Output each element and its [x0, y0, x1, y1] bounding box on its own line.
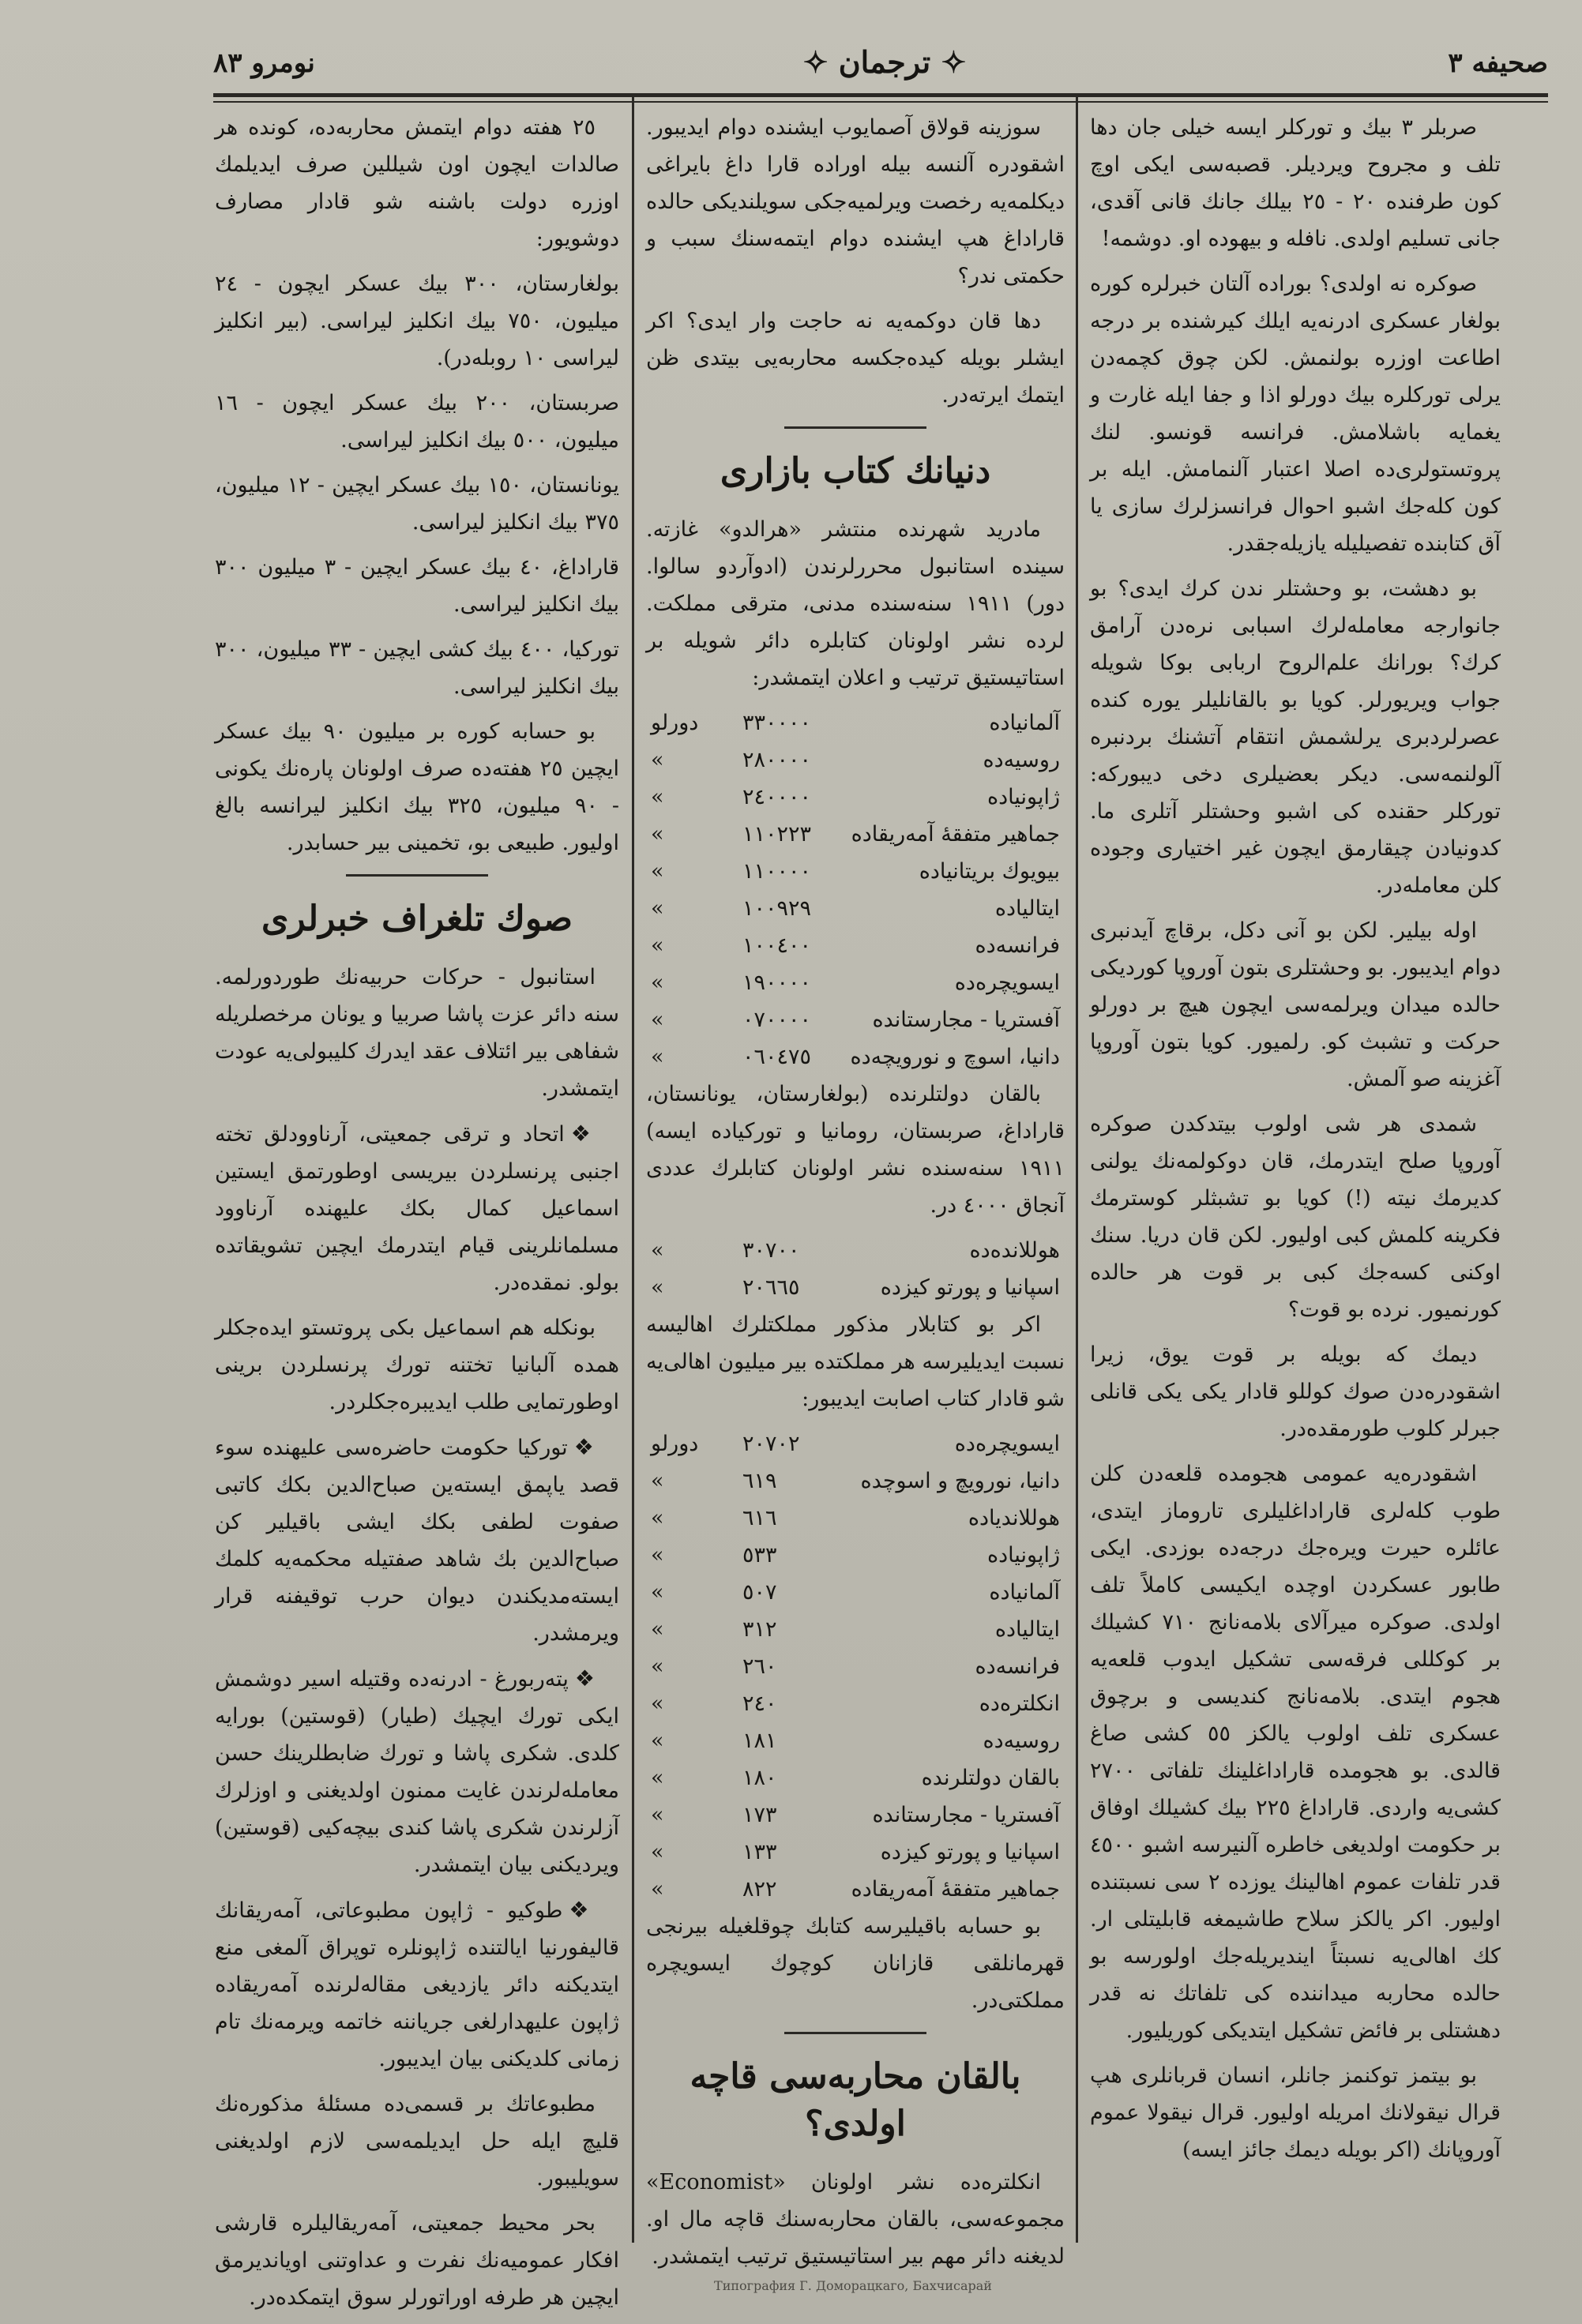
ornament-left-icon: ✧	[930, 44, 967, 80]
unit-cell: »	[651, 933, 664, 958]
table-row	[646, 1500, 1065, 1537]
heading-war-cost: بالقان محاربه‌سی قاچه اولدی؟	[690, 2056, 1021, 2144]
unit-cell: »	[651, 1238, 664, 1263]
table-row	[646, 816, 1065, 853]
unit-cell: »	[651, 822, 664, 847]
value-cell: ١٣٣	[742, 1840, 777, 1864]
news-text: طوکیو - ژاپون مطبوعاتی، آمه‌ریقانك قالیفورنیا ایالتنده ژاپونلره توپراق آلمغی منع ایتدیکنه دائر یازدیغی مقاله‌لرنده آمه‌ریقاده ژاپون علیهدارلغی جریاننه خاتمه ویرمه‌نك تام زمانی کلدیکنی بیان ایدیبور.	[215, 1898, 619, 2071]
masthead	[213, 41, 1548, 96]
paragraph: صوکره نه اولدی؟ بوراده آلتان خبرلره کوره بولغار عسکری ادرنه‌یه ایلك کیرشنده بر درجه اطاعت اوزره بولنمش. لکن چوق کچمه‌دن یرلی تورکلره بیك دورلو اذا و جفا ایله غارت و یغمایه باشلامش. فرانسه قونسو. لنك پروتستولری‌ده اصلا اعتبار آلنمامش. ایله بر کون کله‌جك اشبو احوال فرانسزلرك سازی یا آق کتابنده تفصیلیله یازیله‌جقدر.	[1090, 272, 1501, 556]
ornament-bullet-icon: ❖	[573, 1434, 596, 1460]
paragraph: اوله بیلیر. لکن بو آنی دکل، برقاچ آیدنبری دوام ایدیبور. بو وحشتلری بتون آوروپا کوردیکی حالده میدان ویرلمه‌سی ایچون هیچ بر دورلو حرکت و تشبث کو. رلمیور. کویا بتون آوروپا آغزینه صو آلمش.	[1090, 918, 1501, 1091]
unit-cell: »	[651, 896, 664, 921]
news-item	[215, 1660, 619, 1883]
table-row	[646, 1685, 1065, 1722]
paragraph: مادرید شهرنده منتشر «هرالدو» غازته. سینده استانبول محررلرندن (ادوآردو سالوا. دور) ١٩١١ سنه‌سنده مدنی، مترقی مملکت. لرده نشر اولونان کتابلره دائر شویله بر استاتیستیق ترتیب و اعلان ایتمشدر:	[646, 517, 1065, 690]
news-text: اتحاد و ترقی جمعیتی، آرناوودلق تخته اجنبی پرنسلردن بیریسی اوطورتمق ایستین اسماعیل کمال بکك علیهنده آرناوود مسلمانلرینی قیام ایتدرمك ایچین تشویقاتده بولو. نمقده‌در.	[215, 1122, 619, 1295]
value-cell: ٣٣٠٠٠٠	[742, 711, 812, 735]
heading-telegraph-news: صوك تلغراف خبرلری	[261, 899, 573, 939]
value-cell: ٢٠٧٠٢	[742, 1432, 800, 1456]
page-number: صحیفه ٣	[1448, 47, 1548, 79]
table-row	[646, 1269, 1065, 1306]
news-text: مطبوعاتك بر قسمی‌ده مسئلهٔ مذکوره‌نك قلیچ ایله حل ایدیلمه‌سی لازم اولدیغنی سویلیبور.	[215, 2092, 619, 2191]
country-cell: اسپانیا و پورتو کیزده	[880, 1275, 1060, 1300]
news-item	[215, 1115, 619, 1301]
table-row	[646, 1537, 1065, 1574]
country-cell: دانیا، اسوچ و نورویچه‌ده	[850, 1045, 1060, 1069]
table-row	[646, 1834, 1065, 1871]
paragraph: صربلر ٣ بیك و تورکلر ایسه خیلی جان دها تلف و مجروح ویردیلر. قصبه‌سی ایکی اوچ کون طرفنده ٢٠ - ٢٥ بیلك جانك قانی آقدی، جانی تسلیم اولدی. نافله و بیهوده او. دوشمه!	[1090, 115, 1501, 251]
cost-item: بولغارستان، ٣٠٠ بیك عسکر ایچون - ٢٤ میلیون، ٧٥٠ بیك انکلیز لیراسی. (بیر انکلیز لیراسی ١٠ روبله‌در).	[215, 272, 619, 370]
value-cell: ١١٠٠٠٠	[742, 859, 812, 884]
value-cell: ٠٧٠٠٠٠	[742, 1008, 812, 1032]
unit-cell: »	[651, 1877, 664, 1902]
paragraph: اکر بو کتابلار مذکور مملکتلرك اهالیسه نسبت ایدیلیرسه هر مملکتده بیر میلیون اهالی‌یه شو قادار کتاب اصابت ایدیبور:	[646, 1312, 1065, 1411]
books-table-extra	[646, 1232, 1065, 1306]
country-cell: آلمانیاده	[989, 1580, 1060, 1605]
ornament-bullet-icon: ❖	[574, 1665, 596, 1691]
value-cell: ١٠٠٤٠٠	[742, 933, 812, 958]
table-row	[646, 1001, 1065, 1038]
ornament-bullet-icon: ❖	[570, 1121, 596, 1147]
country-cell: ژاپونیاده	[986, 1543, 1060, 1567]
unit-cell: »	[651, 1654, 664, 1679]
news-item	[215, 2086, 619, 2197]
table-row	[646, 742, 1065, 779]
paragraph: بالقان دولتلرنده (بولغارستان، یونانستان، قاراداغ، صربستان، رومانیا و تورکیاده ایسه) ١٩١١ سنه‌سنده نشر اولونان کتابلرك عددی آنجاق ٤٠٠٠ در.	[646, 1082, 1065, 1218]
news-text: استانبول - حرکات حربیه‌نك طوردورلمه. سنه دائر عزت پاشا صربیا و یونان مرخصلریله شفاهی بیر ائتلاف عقد ایدرك کلیبولی‌یه عودت ایتمشدر.	[215, 965, 619, 1101]
unit-cell: »	[651, 1275, 664, 1300]
paragraph: بو دهشت، بو وحشتلر ندن کرك ایدی؟ بو جانوارجه معامله‌لرك اسبابی نره‌دن آرامق کرك؟ بورانك علم‌الروح اربابی بوکا شویله جواب ویریورلر. کویا بو بالقانلیلر یوره کنده عصرلردبری یرلشمش انتقام آتشنك بردنبره آلولنمه‌سی. دیکر بعضیلری دخی دیبورکه: تورکلر حقنده کی اشبو وحشتلر آتلری ما. کدونیادن چیقارمق ایچون غیر اختیاری وجوده کلن معامله‌در.	[1090, 576, 1501, 898]
value-cell: ١٩٠٠٠٠	[742, 971, 812, 995]
value-cell: ١٠٠٩٢٩	[742, 896, 812, 921]
value-cell: ١٨٠	[742, 1766, 777, 1790]
table-row	[646, 704, 1065, 742]
paper-name	[782, 44, 987, 80]
news-list	[215, 959, 619, 2316]
news-item	[215, 1891, 619, 2078]
value-cell: ٢٨٠٠٠٠	[742, 748, 812, 772]
unit-cell: »	[651, 971, 664, 995]
top-rule-thin	[213, 101, 1548, 103]
unit-cell: »	[651, 785, 664, 809]
column-left	[215, 109, 620, 2310]
top-rule	[213, 93, 1548, 97]
paragraph: ٢٥ هفته دوام ایتمش محاربه‌ده، کونده هر صالدات ایچون اون شیللین صرف ایدیلمك اوزره دولت باشنه شو قادار مصارف دوشویور:	[215, 115, 619, 251]
table-row	[646, 1232, 1065, 1269]
paper-name-text: ترجمان	[838, 44, 931, 80]
value-cell: ١٨١	[742, 1729, 777, 1753]
country-cell: فرانسه‌ده	[975, 1654, 1060, 1679]
country-cell: جماهیر متفقهٔ آمه‌ریقاده	[851, 822, 1060, 847]
paragraph: اشقودره‌یه عمومی هجومده قلعه‌دن کلن طوب کله‌لری قاراداغلیلری تاروماز ایتدی، عائلره حیرت ویره‌جك درجه‌ده بوزدی. ایکی طابور عسکردن اوچده ایکیسی کاملاً تلف اولدی. صوکره میرآلای بلامه‌نانج ٧١٠ کشیلك بر کوکللی فرقه‌سی تشکیل ایدوب قلعه‌یه هجوم ایتدی. بلامه‌نانج کندیسی و برچوق عسکری تلف اولوب یالکز ٥٥ کشی صاغ قالدی. بو هجومده قاراداغلینك تلفاتی ٢٧٠٠ کشی‌یه واردی. قاراداغ ٢٢٥ بیك کشیلك اوفاق بر حکومت اولدیغی خاطره آلنیرسه اشبو ٤٥٠٠ قدر تلفات عموم اهالینك یوزده ٢ سی نسبتنده اولیور. اکر یالکز سلاح طاشیمغه قابلیتلی ار. کك اهالی‌یه نسبتاً ایندیریله‌جك اولورسه بو حالده محاربه میداننده کی تلفاتك نه قدر دهشتلی بر فائض تشکیل ایتدیکی کوریلیور.	[1090, 1462, 1501, 2043]
news-text: پته‌ربورغ - ادرنه‌ده وقتیله اسیر دوشمش ایکی تورك ایچیك (طیار) (قوستین) بورایه کلدی. شکری پاشا و تورك ضابطلرینك حسن معامله‌لرندن غایت ممنون اولدیغنی و اوزلرك آزلرندن شکری پاشا کندی بیچه‌کیی (قوستین) ویردیکنی بیان ایتمشدر.	[215, 1667, 619, 1877]
country-cell: اسپانیا و پورتو کیزده	[880, 1840, 1060, 1864]
value-cell: ٢٦٠	[742, 1654, 777, 1679]
cost-item: صربستان، ٢٠٠ بیك عسکر ایچون - ١٦ میلیون، ٥٠٠ بیك انکلیز لیراسی.	[215, 391, 619, 452]
books-table-per-million	[646, 1425, 1065, 1908]
value-cell: ٢٤٠	[742, 1691, 777, 1716]
section-separator	[346, 874, 488, 877]
cost-item: قاراداغ، ٤٠ بیك عسکر ایچین - ٣ میلیون ٣٠٠ بیك انکلیز لیراسی.	[215, 555, 620, 617]
country-cell: بیویوك بریتانیاده	[919, 859, 1060, 884]
table-row	[646, 890, 1065, 927]
table-row	[646, 1871, 1065, 1908]
value-cell: ١٧٣	[742, 1803, 777, 1827]
heading-books-market: دنیانك کتاب بازاری	[720, 451, 991, 491]
unit-cell: »	[651, 1543, 664, 1567]
country-cell: هوللاندیاده	[968, 1506, 1060, 1530]
paragraph: انکلتره‌ده نشر اولونان «Economist» مجموعه‌سی، بالقان محاربه‌سنك قاچه مال او. لدیغنه دائر مهم بیر استاتیستیق ترتیب ایتمشدر.	[646, 2170, 1065, 2269]
unit-cell: »	[651, 1045, 664, 1069]
unit-cell: »	[651, 1691, 664, 1716]
country-cell: جماهیر متفقهٔ آمه‌ریقاده	[851, 1877, 1060, 1902]
issue-number: نومرو ٨٣	[213, 47, 315, 79]
table-row	[646, 1759, 1065, 1797]
paragraph: بو بیتمز توکنمز جانلر، انسان قربانلری هپ قرال نیقولانك امریله اولیور. قرال نیقولا عموم آوروپانك (اکر بویله دیمك جائز ایسه)	[1090, 2063, 1501, 2162]
value-cell: ٦١٩	[742, 1469, 777, 1493]
table-row	[646, 1574, 1065, 1611]
books-table-totals	[646, 704, 1065, 1076]
table-row	[646, 1611, 1065, 1648]
cost-item: تورکیا، ٤٠٠ بیك کشی ایچین - ٣٣ میلیون، ٣٠٠ بیك انکلیز لیراسی.	[215, 637, 619, 699]
country-cell: ایتالیاده	[994, 1617, 1060, 1642]
printer-imprint: Типография Г. Доморацкаго, Бахчисарай	[714, 2278, 992, 2293]
country-cell: دانیا، نورویچ و اسوچده	[860, 1469, 1060, 1493]
table-row	[646, 853, 1065, 890]
section-separator	[784, 2032, 926, 2034]
paragraph: دها قان دوکمه‌یه نه حاجت وار ایدی؟ اکر ایشلر بویله کیده‌جکسه محاربه‌یی بیتدی ظن ایتمك ایرته‌در.	[646, 309, 1065, 407]
value-cell: ٠٦٠٤٧٥	[742, 1045, 812, 1069]
value-cell: ٦١٦	[742, 1506, 777, 1530]
table-row	[646, 964, 1065, 1001]
value-cell: ٣٠٧٠٠	[742, 1238, 800, 1263]
unit-cell: »	[651, 1008, 664, 1032]
table-row	[646, 927, 1065, 964]
cost-item: یونانستان، ١٥٠ بیك عسکر ایچین - ١٢ میلیون، ٣٧٥ بیك انکلیز لیراسی.	[215, 473, 619, 535]
table-row	[646, 1797, 1065, 1834]
country-cell: ایسویچره‌ده	[954, 1432, 1060, 1456]
ornament-bullet-icon: ❖	[569, 1897, 596, 1923]
table-row	[646, 1038, 1065, 1076]
paragraph: دیمك که بویله بر قوت یوق، زیرا اشقودره‌دن صوك کوللو قادار یکی یکی قانلی جبرلر کلوب طورمقده‌در.	[1090, 1342, 1501, 1441]
unit-cell: »	[651, 1580, 664, 1605]
value-cell: ٥٠٧	[742, 1580, 777, 1605]
table-row	[646, 779, 1065, 816]
paragraph: شمدی هر شی اولوب بیتدکدن صوکره آوروپا صلح ایتدرمك، قان دوکولمه‌نك یولنی کدیرمك نیته (!) کویا بو تشبثلر کوسترمك فکرینه کلمش کبی اولیور. لکن قان دریا. سنك اوکنی کسه‌جك کبی بر قوت هر حالده کورنمیور. نرده بو قوت؟	[1090, 1112, 1501, 1322]
country-cell: روسیه‌ده	[983, 748, 1060, 772]
table-row	[646, 1722, 1065, 1759]
news-text: بحر محیط جمعیتی، آمه‌ریقالیلره قارشی افکار عمومیه‌نك نفرت و عداوتنی اویاندیرمق ایچین هر طرفه اوراتورلر سوق ایتمکده‌در.	[215, 2211, 619, 2310]
value-cell: ٣١٢	[742, 1617, 777, 1642]
unit-cell: »	[651, 1469, 664, 1493]
table-row	[646, 1462, 1065, 1500]
value-cell: ١١٠٢٢٣	[742, 822, 812, 847]
paragraph: سوزینه قولاق آصمایوب ایشنده دوام ایدیبور. اشقودره آلنسه بیله اوراده قارا داغ بایراغی دیکلمه‌یه رخصت ویرلمیه‌جکی سویلندیکی حالده قاراداغ هپ ایشنده دوام ایتمه‌سنك سبب و حکمتی ندر؟	[646, 115, 1065, 288]
unit-cell: »	[651, 1506, 664, 1530]
country-cell: هوللانده‌ده	[969, 1238, 1060, 1263]
news-item	[215, 959, 619, 1107]
value-cell: ٥٣٣	[742, 1543, 777, 1567]
section-separator	[784, 426, 926, 429]
paragraph: بو حسابه باقیلیرسه کتابك چوقلغیله بیرنجی قهرمانلقی قازانان کوچوك ایسویچره مملکتی‌در.	[646, 1914, 1065, 2013]
country-cell: ژاپونیاده	[986, 785, 1060, 809]
unit-cell: »	[651, 748, 664, 772]
unit-cell: »	[651, 1729, 664, 1753]
unit-cell: »	[651, 1840, 664, 1864]
unit-cell: »	[651, 1617, 664, 1642]
country-cell: روسیه‌ده	[983, 1729, 1060, 1753]
unit-cell: »	[651, 1803, 664, 1827]
column-right	[1090, 109, 1501, 2273]
unit-cell: »	[651, 859, 664, 884]
unit-cell: دورلو	[651, 711, 699, 735]
country-cell: انکلتره‌ده	[979, 1691, 1060, 1716]
value-cell: ٢٤٠٠٠٠	[742, 785, 812, 809]
value-cell: ٢٠٦٦٥	[742, 1275, 800, 1300]
news-item	[215, 1309, 619, 1421]
country-cell: ایتالیاده	[994, 896, 1060, 921]
country-cell: آفستریا - مجارستانده	[872, 1803, 1060, 1827]
table-row	[646, 1648, 1065, 1685]
table-row	[646, 1425, 1065, 1462]
value-cell: ٨٢٢	[742, 1877, 777, 1902]
news-item	[215, 2205, 619, 2316]
ornament-right-icon: ✧	[802, 44, 839, 80]
country-cell: بالقان دولتلرنده	[921, 1766, 1060, 1790]
country-cell: ایسویچره‌ده	[954, 971, 1060, 995]
column-divider-right	[1076, 95, 1078, 2243]
unit-cell: دورلو	[651, 1432, 699, 1456]
news-item	[215, 1429, 619, 1652]
news-text: بونکله هم اسماعیل بکی پروتستو ایده‌جکلر همده آلبانیا تختنه تورك پرنسلردن برینی اوطورتمایی طلب ایدیبره‌جکلردر.	[215, 1316, 619, 1414]
country-cell: آلمانیاده	[989, 711, 1060, 735]
unit-cell: »	[651, 1766, 664, 1790]
paragraph: بو حسابه کوره بر میلیون ٩٠ بیك عسکر ایچین ٢٥ هفته‌ده صرف اولونان پاره‌نك یکونی - ٩٠ میلیون، ٣٢٥ بیك انکلیز لیرانسه بالغ اولیور. طبیعی بو، تخمینی بیر حسابدر.	[215, 719, 619, 855]
column-middle	[646, 109, 1065, 2273]
column-divider-left	[632, 95, 634, 2243]
country-cell: فرانسه‌ده	[975, 933, 1060, 958]
country-cell: آفستریا - مجارستانده	[872, 1008, 1060, 1032]
news-text: تورکیا حکومت حاضره‌سی علیهنده سوء قصد یاپمق ایسته‌ین صباح‌الدین بکك کاتبی صفوت لطفی بکك ایشی باقیلیر کن صباح‌الدین بك شاهد صفتیله محکمه‌یه کلمك ایسته‌مدیکندن دیوان حرب توقیفنه قرار ویرمشدر.	[215, 1436, 619, 1646]
